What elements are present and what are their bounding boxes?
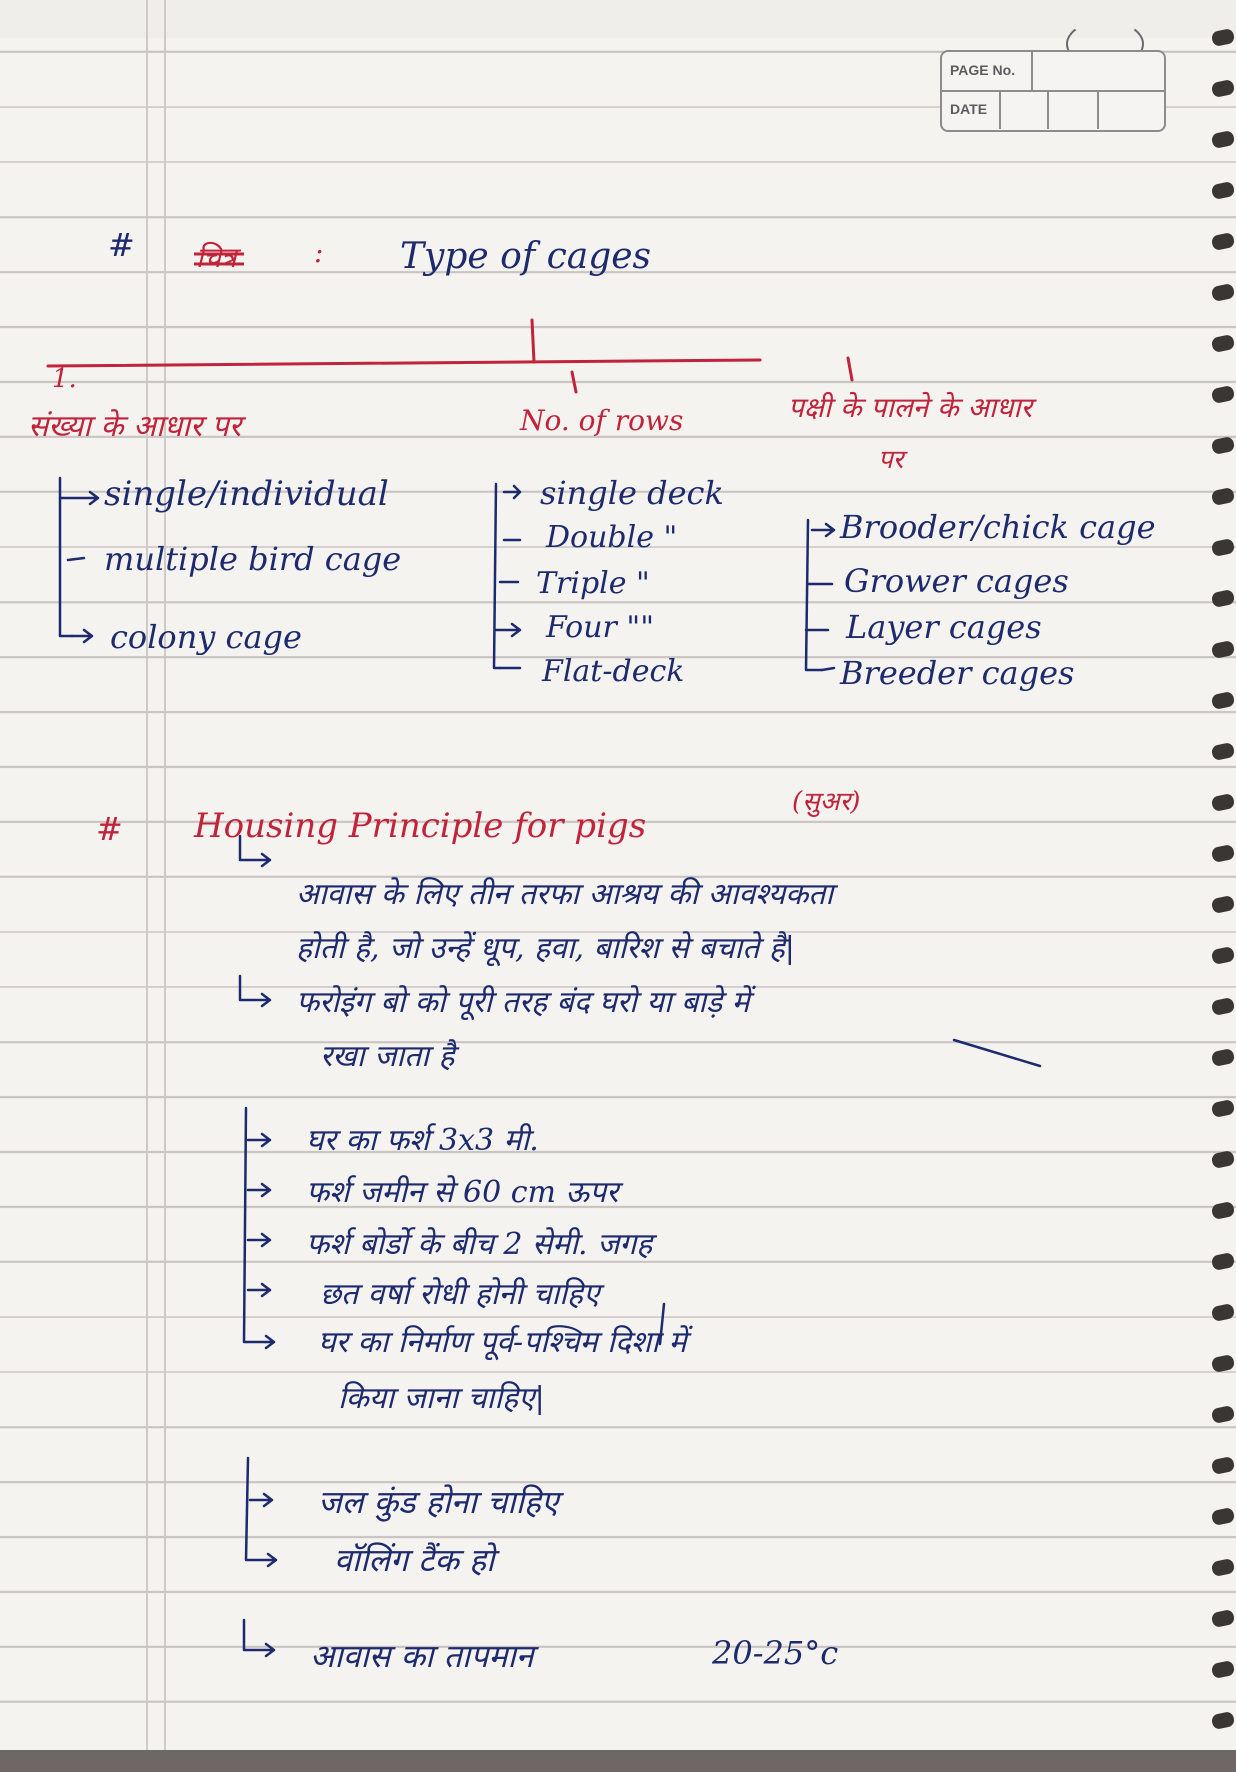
binding-hole bbox=[1211, 334, 1236, 353]
binding-hole bbox=[1211, 1711, 1236, 1730]
binding-hole bbox=[1211, 79, 1236, 98]
heading-hash: # bbox=[108, 226, 135, 264]
page-number-row bbox=[942, 52, 1164, 92]
stamp-divider bbox=[1097, 91, 1099, 129]
col3-heading-line2: पर bbox=[878, 445, 904, 475]
group2-item: जल कुंड होना चाहिए bbox=[318, 1483, 559, 1521]
cages-title: Type of cages bbox=[400, 236, 652, 277]
binding-hole bbox=[1211, 1660, 1236, 1679]
col1-item: colony cage bbox=[110, 618, 302, 656]
binding-hole bbox=[1211, 895, 1236, 914]
group1-item: घर का निर्माण पूर्व-पश्चिम दिशा में bbox=[318, 1325, 687, 1360]
binding-hole bbox=[1211, 181, 1236, 200]
binding-hole bbox=[1211, 1150, 1236, 1169]
binding-hole bbox=[1211, 1099, 1236, 1118]
stamp-divider bbox=[1031, 52, 1033, 90]
binding-hole bbox=[1211, 1048, 1236, 1067]
binding-hole bbox=[1211, 436, 1236, 455]
margin-line-left bbox=[146, 0, 148, 1772]
binding-hole bbox=[1211, 1405, 1236, 1424]
spiral-binding bbox=[1214, 0, 1236, 1772]
binding-hole bbox=[1211, 283, 1236, 302]
binding-hole bbox=[1211, 1252, 1236, 1271]
col3-item: Breeder cages bbox=[840, 654, 1075, 692]
stamp-divider bbox=[999, 91, 1001, 129]
binding-hole bbox=[1211, 1201, 1236, 1220]
page-top-band bbox=[0, 0, 1236, 38]
col1-heading: संख्या के आधार पर bbox=[28, 409, 242, 444]
group1-item: घर का फर्श 3x3 मी. bbox=[306, 1123, 539, 1158]
binding-hole bbox=[1211, 742, 1236, 761]
group1-item: फर्श जमीन से 60 cm ऊपर bbox=[306, 1175, 619, 1210]
binding-hole bbox=[1211, 232, 1236, 251]
group2-item: वॉलिंग टैंक हो bbox=[334, 1541, 495, 1579]
group1-item: किया जाना चाहिए| bbox=[338, 1381, 545, 1416]
col2-item: Triple " bbox=[536, 566, 650, 601]
binding-hole bbox=[1211, 385, 1236, 404]
col1-item: single/individual bbox=[104, 474, 389, 514]
margin-line-right bbox=[164, 0, 166, 1772]
col2-item: single deck bbox=[540, 474, 724, 512]
col2-item: Four "" bbox=[546, 610, 655, 645]
binding-hole bbox=[1211, 1507, 1236, 1526]
binding-hole bbox=[1211, 844, 1236, 863]
temperature-label: आवास का तापमान bbox=[310, 1637, 534, 1675]
binding-hole bbox=[1211, 793, 1236, 812]
binding-hole bbox=[1211, 1303, 1236, 1322]
page-date-stamp bbox=[940, 50, 1166, 132]
point-line: होती है, जो उन्हें धूप, हवा, बारिश से बचाते है| bbox=[296, 931, 795, 966]
pigs-title: Housing Principle for pigs bbox=[194, 806, 647, 846]
struck-word: चित्र bbox=[196, 241, 237, 274]
group1-item: फर्श बोर्डो के बीच 2 सेमी. जगह bbox=[306, 1227, 653, 1262]
binding-hole bbox=[1211, 1354, 1236, 1373]
page-bottom-edge bbox=[0, 1750, 1236, 1772]
col2-heading: No. of rows bbox=[520, 404, 684, 437]
heading-hash: # bbox=[96, 810, 123, 848]
date-row bbox=[942, 91, 1164, 129]
group1-item: छत वर्षा रोधी होनी चाहिए bbox=[320, 1277, 600, 1312]
heading-colon: : bbox=[314, 236, 324, 269]
col1-number: 1. bbox=[52, 364, 77, 394]
pigs-title-hindi: (सुअर) bbox=[792, 787, 861, 817]
col3-heading-line1: पक्षी के पालने के आधार bbox=[788, 391, 1033, 424]
binding-hole bbox=[1211, 1456, 1236, 1475]
col2-item: Double " bbox=[546, 520, 678, 555]
col3-item: Grower cages bbox=[844, 562, 1069, 600]
binding-hole bbox=[1211, 589, 1236, 608]
stamp-divider bbox=[1047, 91, 1049, 129]
point-line: फरोइंग बो को पूरी तरह बंद घरो या बाड़े में bbox=[296, 985, 750, 1020]
binding-hole bbox=[1211, 691, 1236, 710]
binding-hole bbox=[1211, 640, 1236, 659]
col3-item: Layer cages bbox=[846, 608, 1042, 646]
col3-item: Brooder/chick cage bbox=[840, 508, 1156, 546]
point-line: रखा जाता है bbox=[320, 1039, 455, 1074]
col1-item: multiple bird cage bbox=[104, 540, 402, 578]
binding-hole bbox=[1211, 946, 1236, 965]
binding-hole bbox=[1211, 1558, 1236, 1577]
date-label: DATE bbox=[950, 101, 988, 117]
binding-hole bbox=[1211, 28, 1236, 47]
binding-hole bbox=[1211, 487, 1236, 506]
binding-hole bbox=[1211, 538, 1236, 557]
point-line: आवास के लिए तीन तरफा आश्रय की आवश्यकता bbox=[296, 877, 834, 912]
binding-hole bbox=[1211, 130, 1236, 149]
temperature-value: 20-25°c bbox=[712, 1634, 839, 1672]
page-number-label: PAGE No. bbox=[950, 62, 1016, 78]
binding-hole bbox=[1211, 997, 1236, 1016]
col2-item: Flat-deck bbox=[542, 654, 685, 689]
binding-hole bbox=[1211, 1609, 1236, 1628]
